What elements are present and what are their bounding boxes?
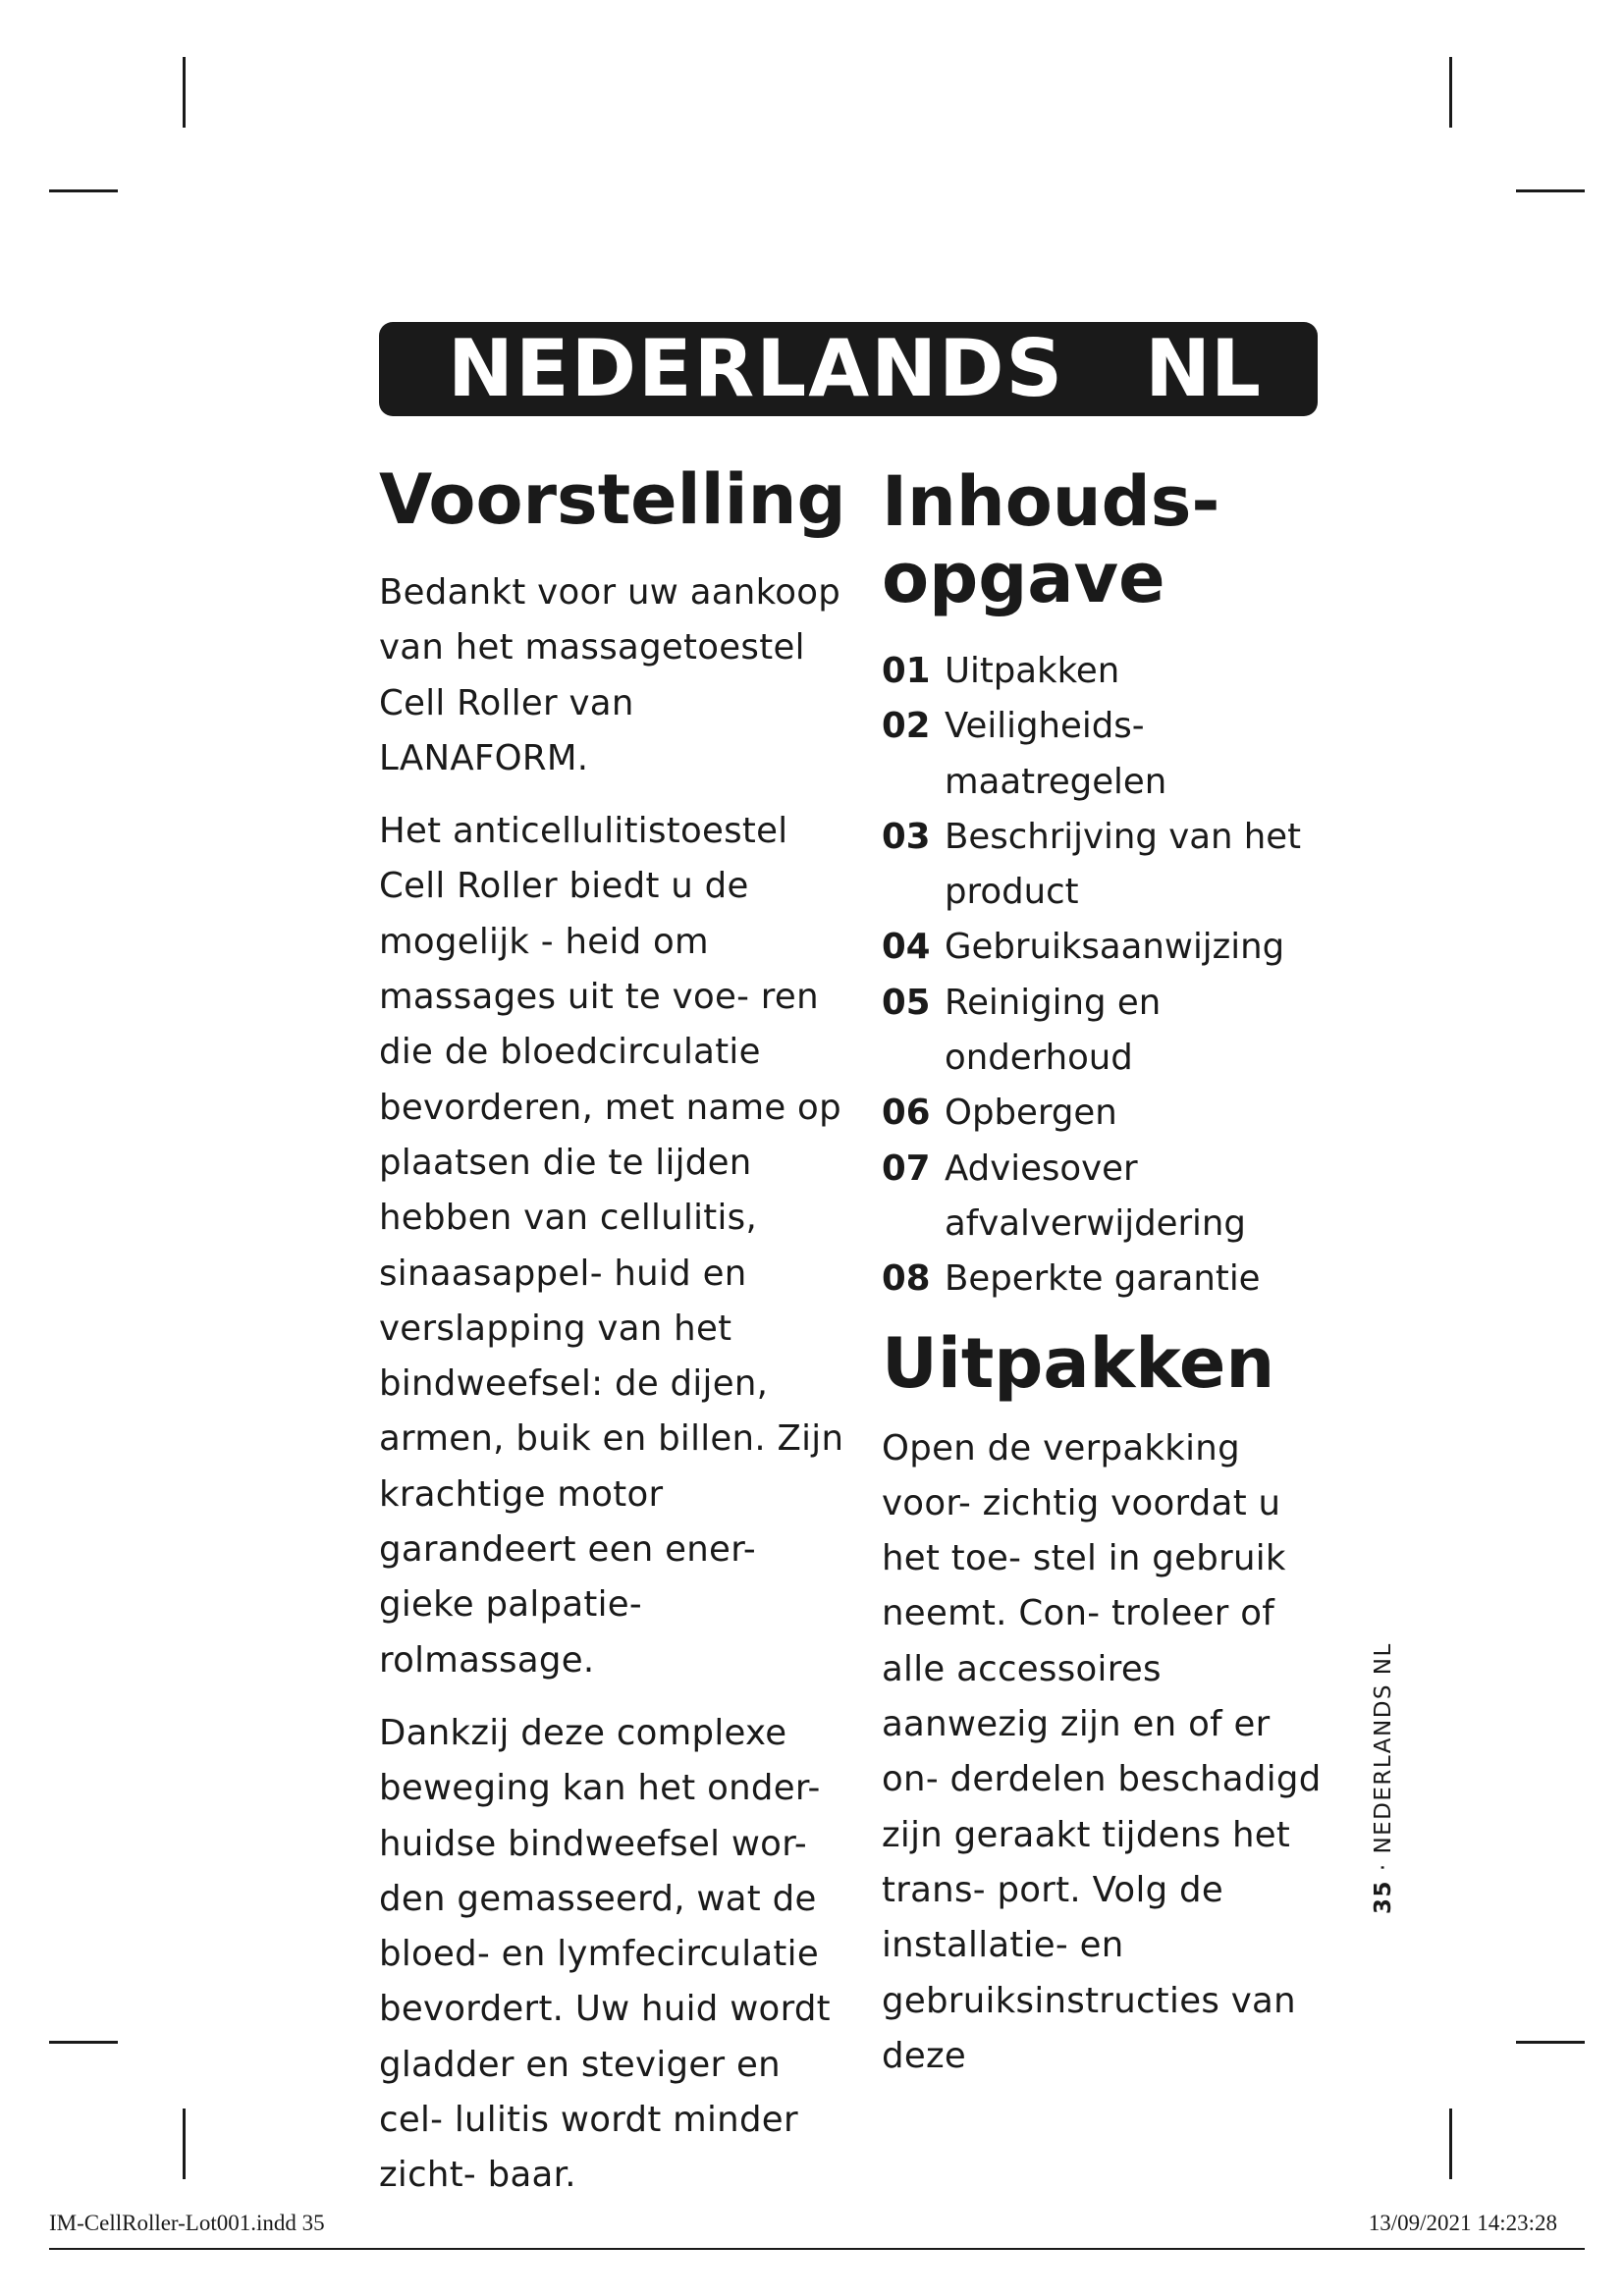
toc-item-label: Opbergen	[945, 1093, 1117, 1134]
intro-paragraph-3: Dankzij deze complexe beweging kan het onder- huidse bindweefsel wor- den gemasseerd, wat de bloed- en lymfecirculatie bevordert. Uw huid wordt gladder en steviger en cel- lulitis wordt minder zicht- baar.	[379, 1712, 831, 2196]
toc-item[interactable]	[882, 920, 1333, 975]
toc-item[interactable]	[882, 1142, 1333, 1253]
side-page-number: 35	[1371, 1879, 1396, 1914]
slug-datetime: 13/09/2021 14:23:28	[1368, 2211, 1557, 2235]
crop-mark-left-top	[49, 189, 118, 192]
toc-item-label: Reiniging en onderhoud	[945, 982, 1162, 1079]
crop-mark-left-bottom	[49, 2041, 118, 2044]
toc-item[interactable]	[882, 1252, 1333, 1307]
toc-item-label: Beperkte garantie	[945, 1258, 1261, 1300]
toc-item-number: 01	[882, 651, 931, 691]
intro-paragraph-2: Het anticellulitistoestel Cell Roller biedt u de mogelijk - heid om massages uit te voe- ren die de bloedcirculatie bevorderen, met name op plaatsen die te lijden hebben van cellulitis, sinaasappel- huid en verslapping van het bindweefsel: de dijen, armen, buik en billen. Zijn krachtige motor garandeert een ener- gieke palpatie-rolmassage.	[379, 811, 844, 1681]
toc-item-number: 03	[882, 816, 931, 857]
toc-item[interactable]	[882, 644, 1333, 699]
toc-item-label: Adviesover afvalverwijdering	[945, 1148, 1246, 1244]
toc-list	[882, 644, 1333, 1308]
toc-item-number: 04	[882, 927, 931, 968]
side-page-label	[1371, 1642, 1396, 1914]
banner-title: NEDERLANDS	[448, 323, 1065, 414]
intro-paragraph-1: Bedankt voor uw aankoop van het massagetoestel Cell Roller van LANAFORM.	[379, 572, 841, 778]
toc-item-number: 05	[882, 982, 931, 1023]
toc-item[interactable]	[882, 810, 1333, 921]
toc-heading: Inhouds- opgave	[882, 461, 1220, 618]
slug-rule	[49, 2248, 1585, 2250]
toc-item[interactable]	[882, 1086, 1333, 1141]
toc-item-number: 02	[882, 706, 931, 747]
slug-filename: IM-CellRoller-Lot001.indd 35	[49, 2211, 325, 2235]
intro-heading: Voorstelling	[379, 459, 846, 540]
unpack-paragraph: Open de verpakking voor- zichtig voordat u het toe- stel in gebruik neemt. Con- troleer of alle accessoires aanwezig zijn en of er on- derdelen beschadigd zijn geraakt tijdens het trans- port. Volg de installatie- en gebruiksinstructies van deze	[882, 1427, 1322, 2076]
toc-item-label: Gebruiksaanwijzing	[945, 927, 1285, 968]
intro-column	[379, 452, 850, 2221]
crop-mark-bottom-right	[1449, 2109, 1452, 2179]
toc-column	[882, 452, 1333, 2102]
toc-item[interactable]	[882, 976, 1333, 1087]
toc-item-number: 08	[882, 1258, 931, 1300]
toc-item-number: 06	[882, 1093, 931, 1134]
toc-item-label: Uitpakken	[945, 651, 1120, 691]
toc-item-number: 07	[882, 1148, 931, 1189]
banner-language-code: NL	[1145, 323, 1261, 414]
toc-item-label: Beschrijving van het product	[945, 816, 1302, 913]
toc-item-label: Veiligheids- maatregelen	[945, 706, 1167, 802]
crop-mark-right-top	[1516, 189, 1585, 192]
language-banner	[379, 322, 1318, 416]
crop-mark-top-right	[1449, 57, 1452, 128]
crop-mark-bottom-left	[183, 2109, 186, 2179]
side-section-name: · NEDERLANDS NL	[1371, 1642, 1396, 1880]
crop-mark-top-left	[183, 57, 186, 128]
unpack-heading: Uitpakken	[882, 1322, 1275, 1404]
crop-mark-right-bottom	[1516, 2041, 1585, 2044]
toc-item[interactable]	[882, 699, 1333, 810]
